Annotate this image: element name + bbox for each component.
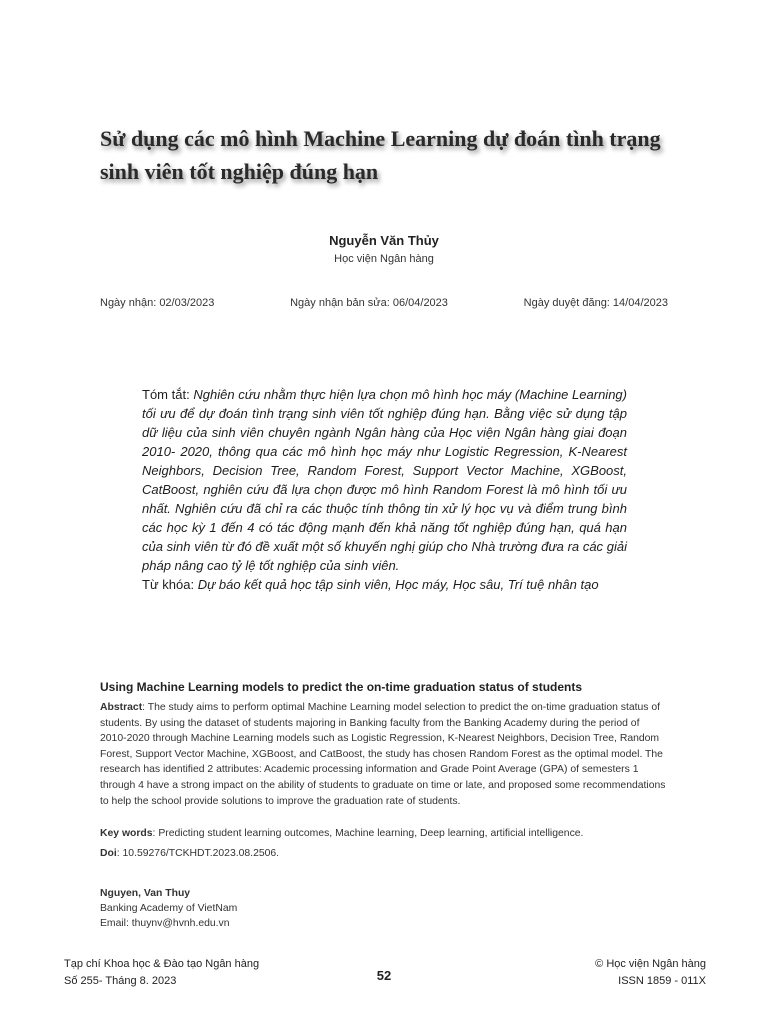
contact-name: Nguyen, Van Thuy (100, 888, 191, 899)
keywords-vn-text: Dự báo kết quả học tập sinh viên, Học máy, Học sâu, Trí tuệ nhân tạo (197, 577, 599, 592)
journal-issue: Số 255- Tháng 8. 2023 (64, 975, 177, 987)
english-title: Using Machine Learning models to predict the on-time graduation status of students (100, 680, 583, 694)
author-name: Nguyễn Văn Thủy (329, 233, 439, 248)
keywords-en-label: Key words (100, 828, 153, 839)
contact-email: Email: thuynv@hvnh.edu.vn (100, 918, 230, 929)
date-revised: Ngày nhận bản sửa: 06/04/2023 (290, 297, 448, 309)
author-affiliation: Học viện Ngân hàng (334, 253, 434, 265)
doi-label: Doi (100, 848, 117, 859)
doi-value: : 10.59276/TCKHDT.2023.08.2506. (116, 848, 280, 859)
abstract-vn-text: Nghiên cứu nhằm thực hiện lựa chọn mô hình học máy (Machine Learning) tối ưu để dự đoán tình trạng sinh viên tốt nghiệp đúng hạn. Bằng việc sử dụng tập dữ liệu của sinh viên chuyên ngành Ngân hàng của Học viện Ngân hàng giai đoạn 2010- 2020, thông qua các mô hình học máy như Logistic Regression, K-Nearest Neighbors, Decision Tree, Random Forest, Support Vector Machine, XGBoost, CatBoost, nghiên cứu đã lựa chọn được mô hình Random Forest là mô hình tối ưu nhất. Nghiên cứu đã chỉ ra các thuộc tính thông tin xử lý học vụ và điểm trung bình các học kỳ 1 đến 4 có tác động mạnh đến khả năng tốt nghiệp đúng hạn, quá hạn của sinh viên từ đó đề xuất một số khuyến nghị giúp cho Nhà trường đưa ra các giải pháp nâng cao tỷ lệ tốt nghiệp của sinh viên. (142, 387, 627, 573)
article-dates (100, 297, 668, 309)
abstract-vn-label: Tóm tắt: (142, 387, 190, 402)
issn: ISSN 1859 - 011X (618, 975, 706, 987)
author-contact (100, 886, 237, 931)
abstract-english (100, 700, 668, 809)
article-title: Sử dụng các mô hình Machine Learning dự đoán tình trạng sinh viên tốt nghiệp đúng hạn (100, 126, 661, 184)
journal-name: Tạp chí Khoa học & Đào tạo Ngân hàng (64, 958, 260, 970)
keywords-english (100, 828, 668, 839)
date-received: Ngày nhận: 02/03/2023 (100, 297, 215, 309)
abstract-vietnamese (142, 385, 627, 594)
date-accepted: Ngày duyệt đăng: 14/04/2023 (523, 297, 668, 309)
abstract-en-text: : The study aims to perform optimal Machine Learning model selection to predict the on-time graduation status of students. By using the dataset of students majoring in Banking faculty from the Banking Academy during the period of 2010-2020 through Machine Learning models such as Logistic Regression, K-Nearest Neighbors, Decision Tree, Random Forest, Support Vector Machine, XGBoost, and CatBoost, the study has chosen Random Forest as the optimal model. The research has identified 2 attributes: Academic processing information and Grade Point Average (GPA) of semesters 1 through 4 have a strong impact on the ability of students to graduate on time or late, and proposed some recommendations to help the school provide solutions to improve the graduation rate of students. (100, 702, 666, 807)
doi (100, 848, 668, 859)
publisher-name: © Học viện Ngân hàng (595, 958, 706, 970)
footer-publisher (595, 956, 706, 990)
keywords-vn-paragraph (142, 575, 627, 594)
keywords-vn-label: Từ khóa: (142, 577, 195, 592)
contact-institution: Banking Academy of VietNam (100, 903, 238, 914)
abstract-en-label: Abstract (100, 702, 143, 713)
keywords-en-text: : Predicting student learning outcomes, Machine learning, Deep learning, artificial intelligence. (152, 828, 584, 839)
page-number: 52 (376, 968, 392, 983)
abstract-vn-paragraph (142, 385, 627, 575)
